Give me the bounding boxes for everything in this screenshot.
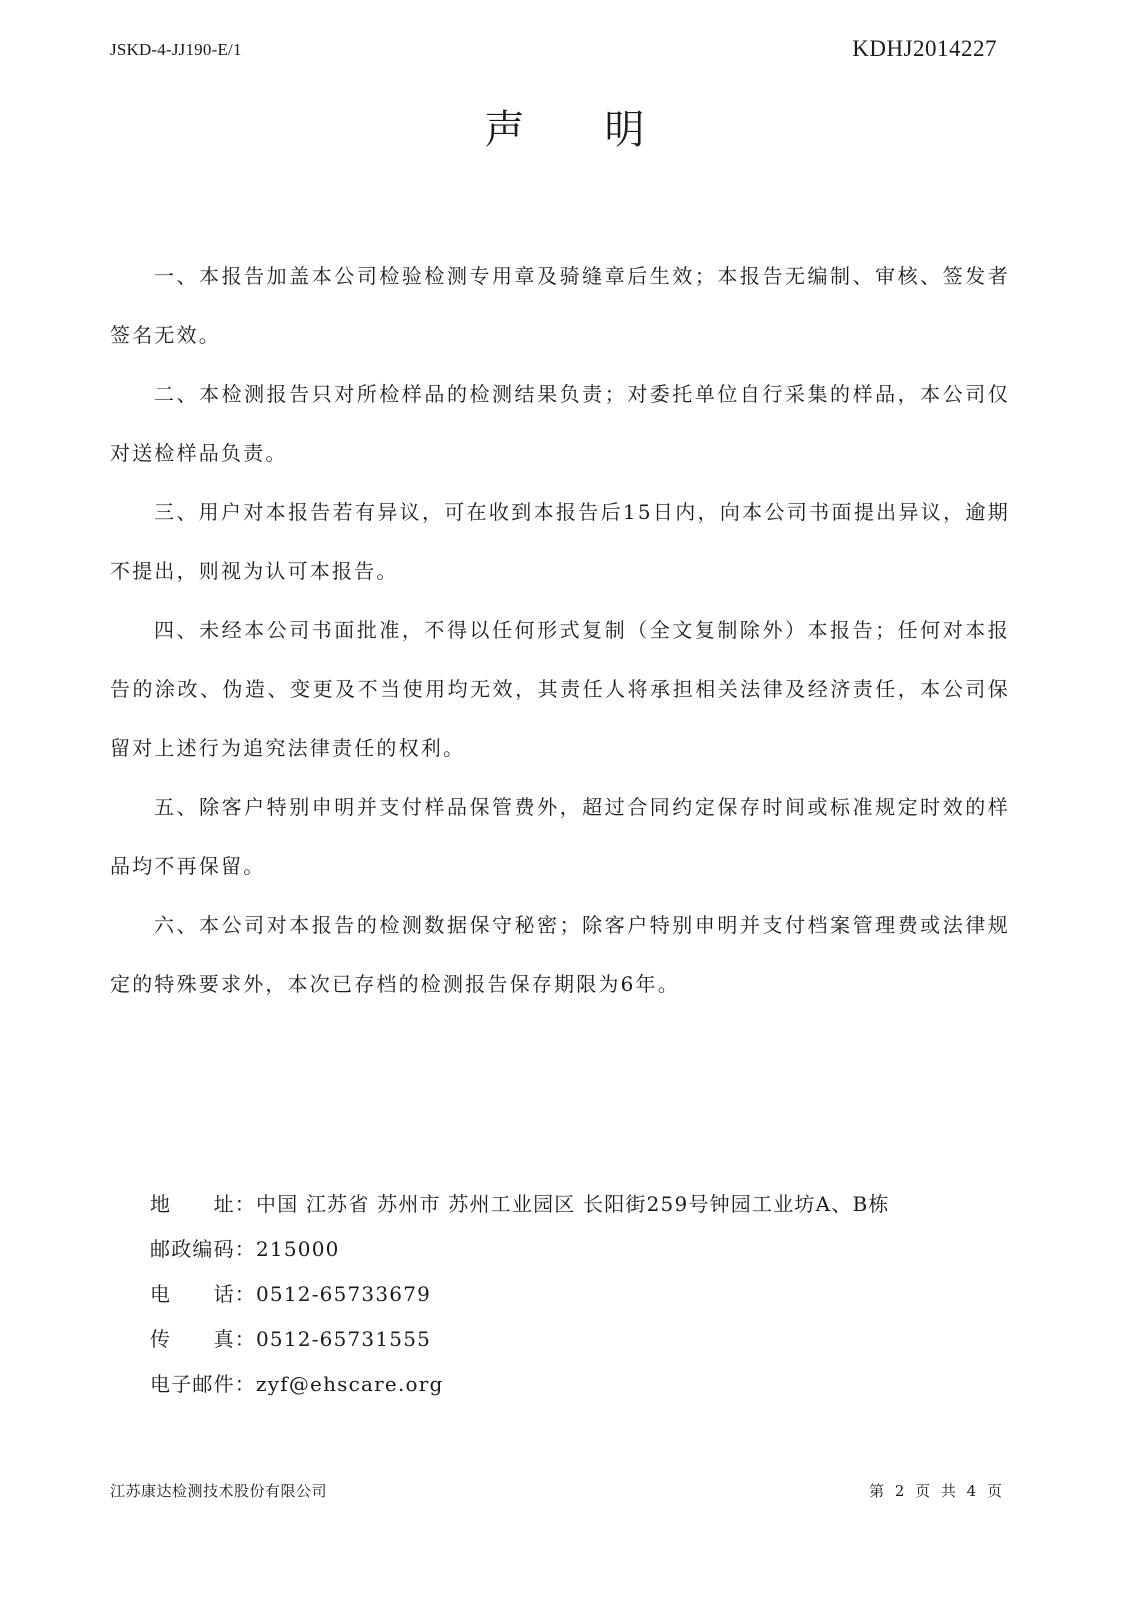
postcode-line [150,1227,1010,1272]
address-label: 地 址： [150,1192,256,1216]
footer-page-number: 第 2 页 共 4 页 [869,1482,1005,1500]
postcode-label: 邮政编码： [150,1237,256,1261]
clause-4: 四、未经本公司书面批准，不得以任何形式复制（全文复制除外）本报告；任何对本报告的涂改、伪造、变更及不当使用均无效，其责任人将承担相关法律及经济责任，本公司保留对上述行为追究法律责任的权利。 [110,618,1010,760]
fax-label: 传 真： [150,1327,256,1351]
footer-company-name: 江苏康达检测技术股份有限公司 [110,1482,328,1500]
email-value: zyf@ehscare.org [256,1372,444,1396]
phone-label: 电 话： [150,1282,256,1306]
clause-3: 三、用户对本报告若有异议，可在收到本报告后15日内，向本公司书面提出异议，逾期不提出，则视为认可本报告。 [110,500,1010,583]
fax-line [150,1317,1010,1362]
fax-value: 0512-65731555 [256,1327,432,1351]
report-number: KDHJ2014227 [852,36,997,61]
clause-6: 六、本公司对本报告的检测数据保守秘密；除客户特别申明并支付档案管理费或法律规定的特殊要求外，本次已存档的检测报告保存期限为6年。 [110,913,1010,996]
address-value: 中国 江苏省 苏州市 苏州工业园区 长阳街259号钟园工业坊A、B栋 [256,1192,890,1216]
contact-info [150,1182,1010,1407]
declaration-clauses [110,247,1010,1014]
clause-1: 一、本报告加盖本公司检验检测专用章及骑缝章后生效；本报告无编制、审核、签发者签名无效。 [110,264,1010,347]
email-label: 电子邮件： [150,1372,256,1396]
phone-line [150,1272,1010,1317]
clause-2: 二、本检测报告只对所检样品的检测结果负责；对委托单位自行采集的样品，本公司仅对送检样品负责。 [110,382,1010,465]
postcode-value: 215000 [256,1237,340,1261]
email-line [150,1362,1010,1407]
address-line [150,1182,1010,1227]
clause-5: 五、除客户特别申明并支付样品保管费外，超过合同约定保存时间或标准规定时效的样品均不再保留。 [110,795,1010,878]
phone-value: 0512-65733679 [256,1282,432,1306]
document-code: JSKD-4-JJ190-E/1 [110,40,242,59]
page-title: 声明 [484,107,725,153]
